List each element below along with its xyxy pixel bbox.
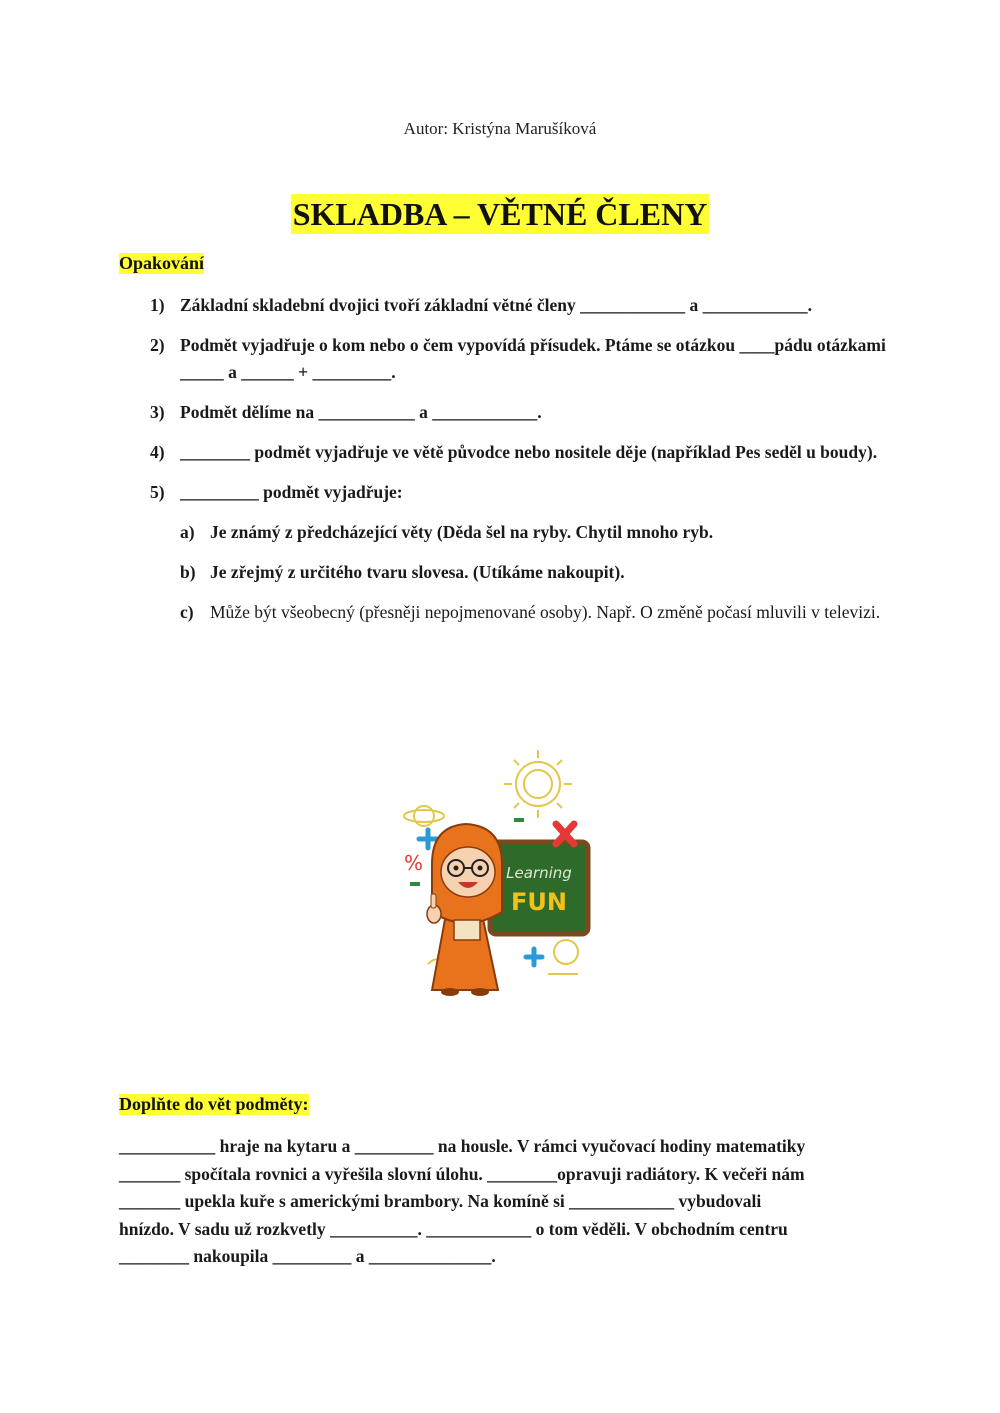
percent-sign-icon: % (404, 851, 424, 875)
item-number: 1) (150, 295, 165, 315)
subitem-text: Může být všeobecný (přesněji nepojmenované osoby). Např. O změně počasí mluvili v televizi. (210, 602, 881, 622)
item-number: 3) (150, 402, 165, 422)
item-number: 5) (150, 482, 165, 502)
sub-list-item (180, 519, 890, 546)
blackboard (490, 842, 588, 934)
teacher-girl-character (427, 824, 502, 996)
sub-list-item (180, 559, 890, 586)
globe-doodle-icon (554, 940, 578, 964)
subitem-text: Je známý z předcházející věty (Děda šel na ryby. Chytil mnoho ryb. (210, 522, 714, 542)
list-item (150, 332, 890, 386)
paragraph-line: hnízdo. V sadu už rozkvetly __________. ____________ o tom věděli. V obchodním centru (119, 1218, 788, 1239)
paragraph-line: _______ spočítala rovnici a vyřešila slovní úlohu. ________opravuji radiátory. K večeři nám (119, 1163, 805, 1184)
item-text: Podmět vyjadřuje o kom nebo o čem vypovídá přísudek. Ptáme se otázkou ____pádu otázkami _____ a ______ + _________. (180, 335, 886, 382)
subitem-letter: b) (180, 562, 196, 582)
paragraph-line: ___________ hraje na kytaru a _________ na housle. V rámci vyučovací hodiny matematiky (119, 1136, 806, 1156)
item-text: Podmět dělíme na ___________ a ____________. (180, 402, 542, 422)
sub-list-item (180, 599, 890, 626)
paragraph-line: ________ nakoupila _________ a ______________. (119, 1246, 496, 1266)
list-item (150, 292, 890, 319)
minus-sign-icon (410, 882, 420, 886)
planet-doodle-icon (404, 806, 444, 826)
section-heading-review: Opakování (119, 253, 205, 273)
review-list (150, 292, 890, 639)
item-text: ________ podmět vyjadřuje ve větě původce nebo nositele děje (například Pes seděl u boudy). (180, 442, 878, 462)
illustration-svg (398, 744, 600, 996)
learning-fun-illustration (398, 744, 600, 996)
list-item (150, 439, 890, 466)
title-wrapper (0, 194, 1000, 234)
blue-plus-icon (526, 949, 542, 965)
exercise-paragraph (119, 1133, 889, 1271)
page-title: SKLADBA – VĚTNÉ ČLENY (292, 196, 708, 232)
item-text: _________ podmět vyjadřuje: (180, 482, 403, 502)
list-item (150, 399, 890, 426)
subitem-letter: c) (180, 602, 194, 622)
board-line2: FUN (511, 888, 567, 916)
paragraph-line: _______ upekla kuře s americkými brambory. Na komíně si ____________ vybudovali (119, 1191, 762, 1211)
author-line: Autor: Kristýna Marušíková (403, 119, 597, 138)
item-number: 2) (150, 335, 165, 355)
subitem-letter: a) (180, 522, 195, 542)
minus-sign-icon (514, 818, 524, 822)
board-line1: Learning (506, 864, 572, 882)
list-item (150, 479, 890, 506)
section-heading-fill-subjects: Doplňte do vět podměty: (119, 1094, 309, 1114)
subitem-text: Je zřejmý z určitého tvaru slovesa. (Utíkáme nakoupit). (210, 562, 625, 582)
item-number: 4) (150, 442, 165, 462)
sun-doodle-icon (504, 750, 572, 818)
item-text: Základní skladební dvojici tvoří základní větné členy ____________ a ____________. (180, 295, 812, 315)
